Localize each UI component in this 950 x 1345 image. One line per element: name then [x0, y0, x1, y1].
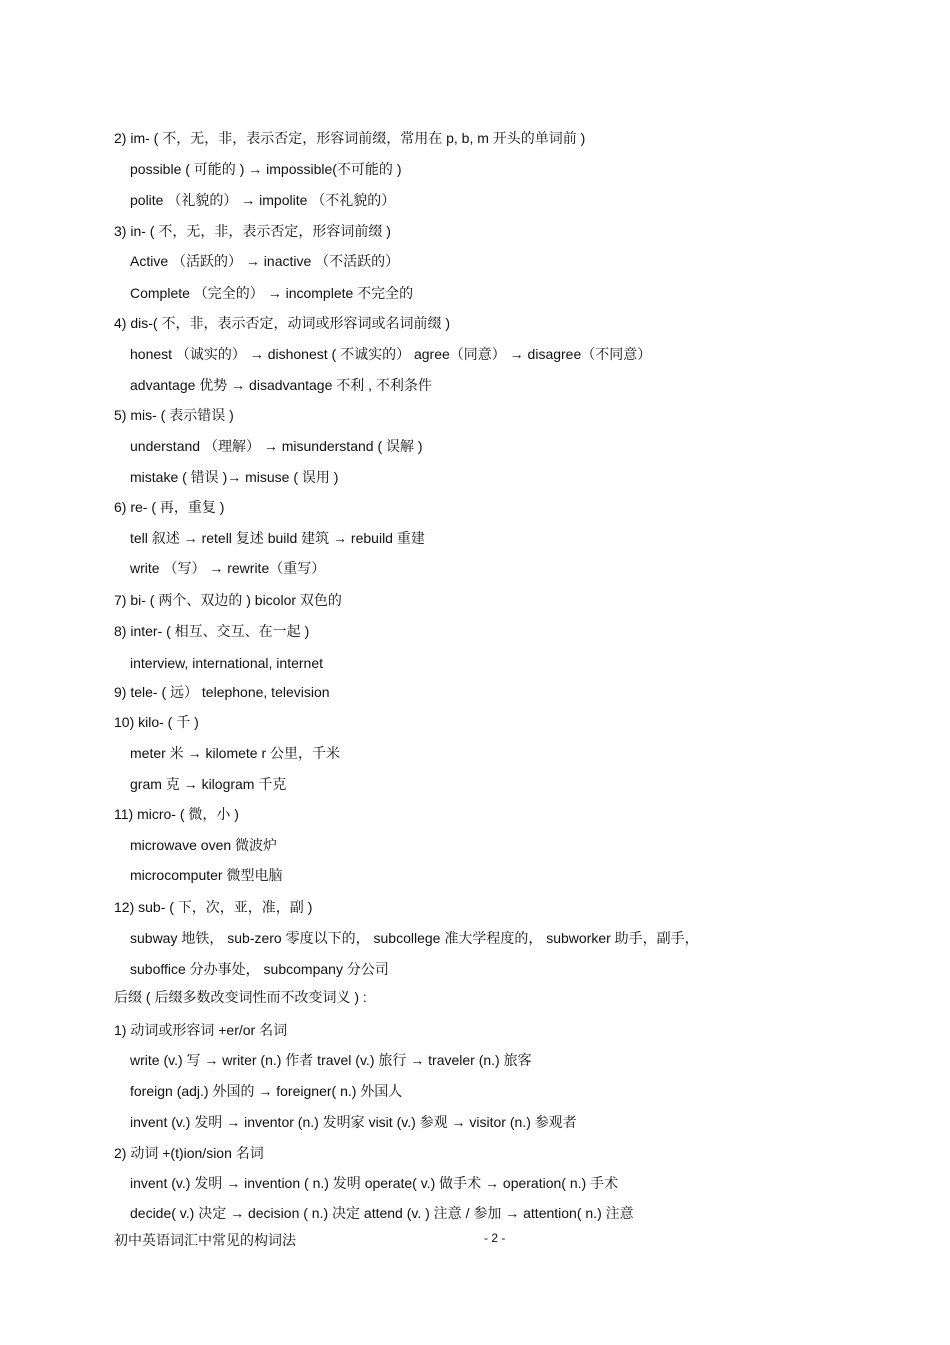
suffix-tion-sion-heading: 2) 动词 +(t)ion/sion 名词	[114, 1145, 264, 1161]
example-honest-agree: honest （诚实的） → dishonest ( 不诚实的） agree（同意） → disagree（不同意）	[130, 346, 652, 362]
example-microwave: microwave oven 微波炉	[130, 837, 278, 853]
example-polite: polite （礼貌的） → impolite （不礼貌的）	[130, 192, 396, 208]
suffix-section-heading: 后缀 ( 后缀多数改变词性而不改变词义 ) :	[114, 989, 367, 1005]
example-microcomputer: microcomputer 微型电脑	[130, 867, 283, 883]
prefix-inter-heading: 8) inter- ( 相互、交互、在一起 )	[114, 623, 310, 639]
example-active: Active （活跃的） → inactive （不活跃的）	[130, 253, 400, 269]
example-interview: interview, international, internet	[130, 655, 323, 671]
prefix-kilo-heading: 10) kilo- ( 千 )	[114, 714, 199, 730]
prefix-bi-heading: 7) bi- ( 两个、双边的 ) bicolor 双色的	[114, 592, 342, 608]
prefix-in-heading: 3) in- ( 不，无，非，表示否定，形容词前缀 )	[114, 223, 391, 239]
example-subway: subway 地铁， sub-zero 零度以下的， subcollege 准大学程度的， subworker 助手，副手，	[130, 930, 699, 946]
prefix-re-heading: 6) re- ( 再，重复 )	[114, 499, 225, 515]
example-inventor-visitor: invent (v.) 发明 → inventor (n.) 发明家 visit (v.) 参观 → visitor (n.) 参观者	[130, 1114, 577, 1130]
prefix-sub-heading: 12) sub- ( 下，次，亚，准，副 )	[114, 899, 313, 915]
example-suboffice: suboffice 分办事处， subcompany 分公司	[130, 961, 389, 977]
page-number: - 2 -	[484, 1231, 506, 1245]
example-tell-build: tell 叙述 → retell 复述 build 建筑 → rebuild 重建	[130, 530, 425, 546]
prefix-tele-heading: 9) tele- ( 远） telephone, television	[114, 684, 330, 700]
prefix-im-heading: 2) im- ( 不，无，非，表示否定，形容词前缀，常用在 p, b, m 开头的单词前 )	[114, 130, 586, 146]
prefix-mis-heading: 5) mis- ( 表示错误 )	[114, 407, 234, 423]
example-possible: possible ( 可能的 ) → impossible(不可能的 )	[130, 161, 402, 177]
prefix-micro-heading: 11) micro- ( 微，小 )	[114, 806, 239, 822]
example-write: write （写） → rewrite（重写）	[130, 560, 326, 576]
example-understand: understand （理解） → misunderstand ( 误解 )	[130, 438, 423, 454]
example-foreigner: foreign (adj.) 外国的 → foreigner( n.) 外国人	[130, 1083, 403, 1099]
example-complete: Complete （完全的） → incomplete 不完全的	[130, 285, 414, 301]
example-meter: meter 米 → kilomete r 公里，千米	[130, 745, 341, 761]
example-writer-traveler: write (v.) 写 → writer (n.) 作者 travel (v.) 旅行 → traveler (n.) 旅客	[130, 1052, 532, 1068]
example-gram: gram 克 → kilogram 千克	[130, 776, 287, 792]
suffix-er-or-heading: 1) 动词或形容词 +er/or 名词	[114, 1022, 288, 1038]
footer-document-title: 初中英语词汇中常见的构词法	[114, 1233, 296, 1249]
example-invention-operation: invent (v.) 发明 → invention ( n.) 发明 operate( v.) 做手术 → operation( n.) 手术	[130, 1175, 619, 1191]
example-advantage: advantage 优势 → disadvantage 不利 , 不利条件	[130, 377, 432, 393]
example-mistake: mistake ( 错误 )→ misuse ( 误用 )	[130, 469, 339, 485]
prefix-dis-heading: 4) dis-( 不，非，表示否定，动词或形容词或名词前缀 )	[114, 315, 450, 331]
example-decision-attention: decide( v.) 决定 → decision ( n.) 决定 attend (v. ) 注意 / 参加 → attention( n.) 注意	[130, 1205, 634, 1221]
